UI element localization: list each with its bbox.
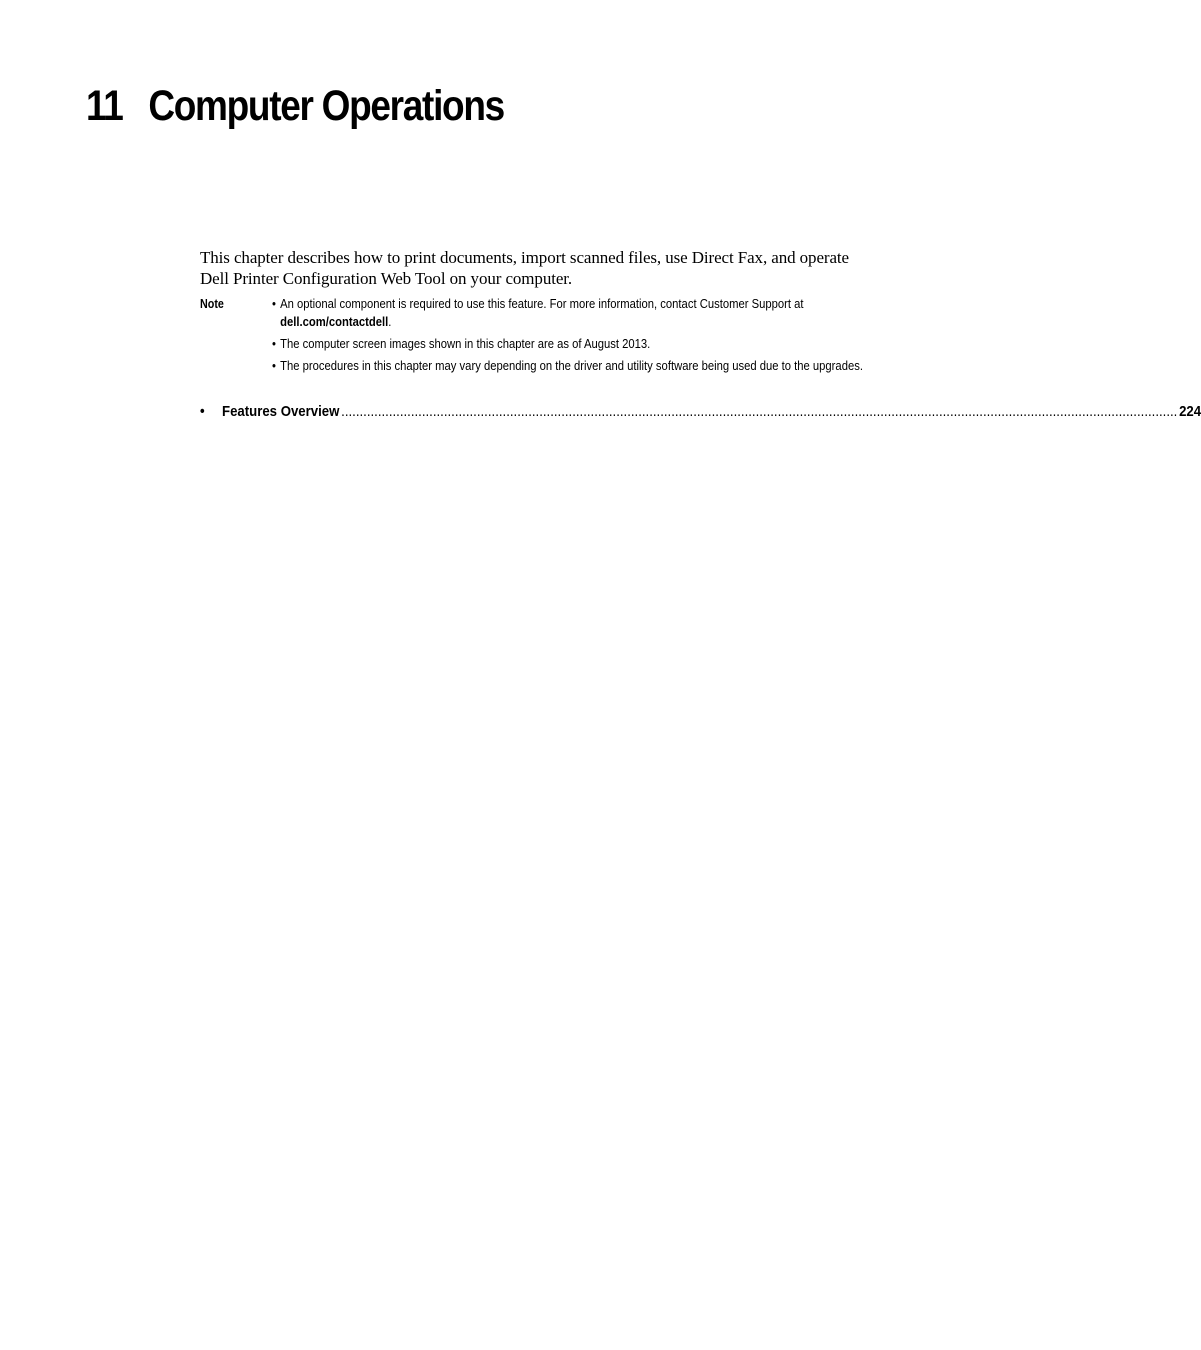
note-text-end: . (388, 315, 392, 329)
contact-link[interactable]: dell.com/contactdell (280, 315, 389, 329)
note-list (272, 295, 872, 379)
note-label: Note (200, 297, 224, 311)
note-item (272, 357, 865, 375)
note-item (272, 335, 865, 353)
bullet-icon: • (272, 297, 276, 311)
toc-bullet-icon: • (200, 403, 205, 420)
toc-leader-dots: .................................................................................................................................................................................................................................... (341, 403, 1178, 420)
note-item (272, 295, 865, 331)
chapter-title: Computer Operations (148, 82, 504, 130)
toc-entry-page[interactable]: 224 (1179, 403, 1201, 420)
chapter-number: 11 (86, 82, 123, 130)
chapter-heading (86, 78, 504, 134)
note-text: The procedures in this chapter may vary depending on the driver and utility software being used due to the upgrades. (280, 359, 863, 373)
bullet-icon: • (272, 337, 276, 351)
note-text: An optional component is required to use this feature. For more information, contact Customer Support at (280, 297, 804, 311)
note-text: The computer screen images shown in this chapter are as of August 2013. (280, 337, 651, 351)
toc-entry-title[interactable]: Features Overview (222, 403, 340, 420)
toc-entry-features-overview[interactable] (200, 401, 1201, 423)
bullet-icon: • (272, 359, 276, 373)
table-of-contents (200, 401, 1201, 423)
intro-paragraph: This chapter describes how to print documents, import scanned files, use Direct Fax, and operate Dell Printer Configuration Web Tool on your computer. (200, 248, 849, 288)
